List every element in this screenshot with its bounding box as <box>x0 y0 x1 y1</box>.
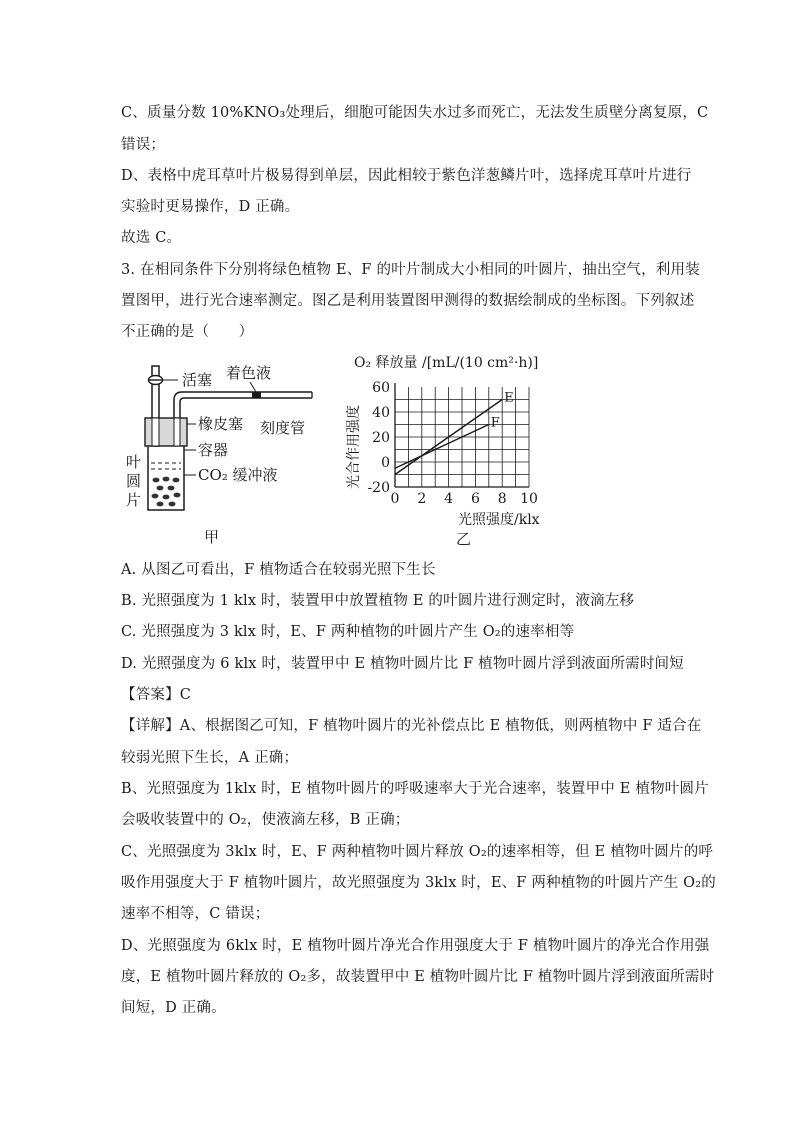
label-leaf-discs-2: 圆 <box>126 472 142 490</box>
x-tick-label: 10 <box>520 491 538 507</box>
chart-yi <box>345 355 540 548</box>
leaf-discs <box>152 477 181 507</box>
question-line: 3. 在相同条件下分别将绿色植物 E、F 的叶片制成大小相同的叶圆片，抽出空气，利用装 <box>121 262 700 278</box>
label-colored-liquid: 着色液 <box>226 364 272 382</box>
colored-liquid-drop <box>252 392 261 398</box>
explanation-line: 【详解】A、根据图乙可知，F 植物叶圆片的光补偿点比 E 植物低，则两植物中 F 适合在 <box>121 718 702 734</box>
explanation-line: C、光照强度为 3klx 时，E、F 两种植物叶圆片释放 O₂的速率相等，但 E 植物叶圆片的呼 <box>121 844 714 860</box>
explanation-line: 会吸收装置中的 O₂，使液滴左移，B 正确； <box>121 812 410 828</box>
text-line: 故选 C。 <box>121 230 182 246</box>
label-rubber-stopper: 橡皮塞 <box>198 415 244 433</box>
explanation-line: 速率不相等，C 错误； <box>121 906 270 922</box>
option-b: B. 光照强度为 1 klx 时，装置甲中放置植物 E 的叶圆片进行测定时，液滴左移 <box>121 593 635 609</box>
text-line: C、质量分数 10%KNO₃处理后，细胞可能因失水过多而死亡，无法发生质壁分离复原，C <box>121 105 709 121</box>
y-tick-label: 20 <box>372 430 390 446</box>
rubber-stopper <box>145 418 187 446</box>
y-tick-label: 40 <box>372 405 390 421</box>
question-line: 不正确的是（ ） <box>121 324 254 340</box>
y-tick-label: 60 <box>372 380 390 396</box>
label-leaf-discs-3: 片 <box>126 491 142 509</box>
label-scale-tube: 刻度管 <box>260 419 306 437</box>
x-tick-label: 6 <box>470 491 480 507</box>
explanation-line: 较弱光照下生长，A 正确； <box>121 750 299 766</box>
chart-xlabel: 光照强度/klx <box>458 512 540 528</box>
x-tick-label: 4 <box>444 491 454 507</box>
series-label-e: E <box>504 390 514 406</box>
question-line: 置图甲，进行光合速率测定。图乙是利用装置图甲测得的数据绘制成的坐标图。下列叙述 <box>121 293 695 309</box>
text-line: 错误； <box>121 137 166 153</box>
y-tick-label: 0 <box>381 455 390 471</box>
caption-yi: 乙 <box>456 530 472 548</box>
text-line: 实验时更易操作，D 正确。 <box>121 199 300 215</box>
apparatus-diagram <box>126 364 312 546</box>
option-c: C. 光照强度为 3 klx 时，E、F 两种植物的叶圆片产生 O₂的速率相等 <box>121 624 575 640</box>
explanation-line: 吸作用强度大于 F 植物叶圆片，故光照强度为 3klx 时，E、F 两种植物的叶圆片产生 O₂的 <box>121 875 716 891</box>
option-a: A. 从图乙可看出，F 植物适合在较弱光照下生长 <box>121 562 436 578</box>
x-tick-label: 8 <box>497 491 507 507</box>
x-tick-label: 2 <box>417 491 427 507</box>
chart-title: O₂ 释放量 /[mL/(10 cm²·h)] <box>354 355 539 371</box>
explanation-line: D、光照强度为 6klx 时，E 植物叶圆片净光合作用强度大于 F 植物叶圆片的净光合作用强 <box>121 938 710 954</box>
series-label-f: F <box>490 415 500 431</box>
label-leaf-discs-1: 叶 <box>126 453 142 471</box>
explanation-line: B、光照强度为 1klx 时，E 植物叶圆片的呼吸速率大于光合速率，装置甲中 E 植物叶圆片 <box>121 781 709 797</box>
y-tick-label: -20 <box>367 480 390 496</box>
label-buffer: CO₂ 缓冲液 <box>198 466 278 484</box>
option-d: D. 光照强度为 6 klx 时，装置甲中 E 植物叶圆片比 F 植物叶圆片浮到液面所需时间短 <box>121 656 684 672</box>
x-tick-label: 0 <box>390 491 400 507</box>
explanation-line: 度，E 植物叶圆片释放的 O₂多，故装置甲中 E 植物叶圆片比 F 植物叶圆片浮到液面所需时 <box>121 969 715 985</box>
answer-line: 【答案】C <box>121 687 192 703</box>
question-figure <box>112 352 582 552</box>
label-container: 容器 <box>198 441 229 459</box>
chart-ylabel: 光合作用强度 <box>346 405 362 489</box>
caption-jia: 甲 <box>204 528 220 546</box>
text-line: D、表格中虎耳草叶片极易得到单层，因此相较于紫色洋葱鳞片叶，选择虎耳草叶片进行 <box>121 168 692 184</box>
label-stopcock: 活塞 <box>182 371 213 389</box>
explanation-line: 间短，D 正确。 <box>121 1000 226 1016</box>
